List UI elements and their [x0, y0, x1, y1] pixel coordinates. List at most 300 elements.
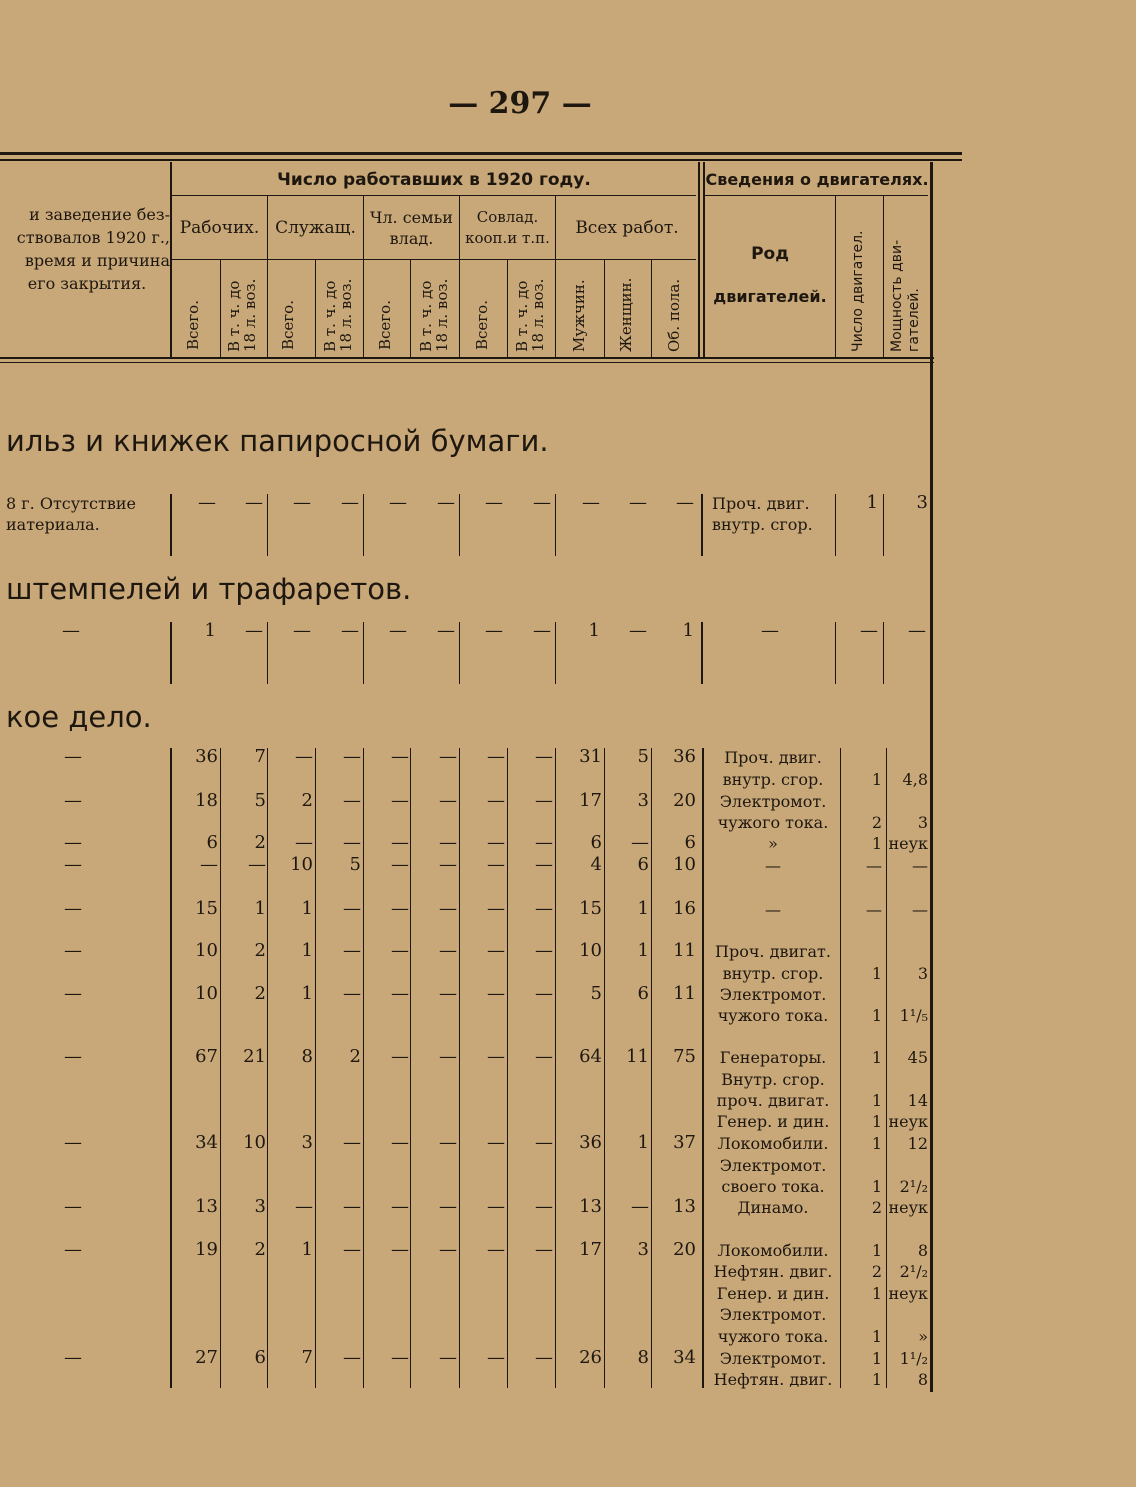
s3-cell-w: 6 [637, 854, 649, 875]
s3-engine-count: 1 [871, 1349, 882, 1368]
s3-cell-c0: — [64, 983, 82, 1004]
s1-dash: — [582, 492, 600, 513]
s3-col-line [507, 748, 508, 1388]
s3-cell-c2: 2 [254, 983, 266, 1004]
s3-engine-power: 8 [917, 1370, 928, 1389]
s3-cell-o: 10 [673, 854, 696, 875]
s3-cell-c4: — [343, 1196, 361, 1217]
s1-col-line [835, 494, 836, 556]
s3-cell-c1: 19 [195, 1239, 218, 1260]
s3-engine-count: — [866, 900, 882, 919]
s3-col-line [315, 748, 316, 1388]
s1-engine-line: Проч. двиг. [712, 494, 810, 513]
s3-cell-w: 1 [637, 898, 649, 919]
group-header-workers: Число работавших в 1920 году. [277, 170, 591, 190]
s3-cell-c4: 5 [349, 854, 361, 875]
s3-engine-power: 8 [917, 1241, 928, 1260]
s3-cell-c7: — [487, 898, 505, 919]
header-moschnost: Мощность дви- гателей. [889, 239, 922, 352]
s3-engine-power: 1¹/₅ [899, 1006, 928, 1025]
s3-cell-c8: — [535, 832, 553, 853]
header-top-rule [0, 152, 962, 155]
s3-col-line [220, 748, 221, 1388]
s3-engine-count: 1 [871, 1370, 882, 1389]
s3-engine-name: — [765, 900, 781, 919]
s3-cell-c4: — [343, 1347, 361, 1368]
s3-cell-m: 6 [590, 832, 602, 853]
header-v-t-ch: В т. ч. до 18 л. воз. [225, 278, 259, 352]
s3-cell-c3: 1 [301, 940, 313, 961]
s3-cell-c2: 6 [254, 1347, 266, 1368]
s3-cell-c3: 3 [301, 1132, 313, 1153]
s3-cell-c1: 15 [195, 898, 218, 919]
s3-cell-w: 6 [637, 983, 649, 1004]
s3-cell-c6: — [439, 940, 457, 961]
s3-col-line [604, 748, 605, 1388]
s3-engine-name: Локомобили. [717, 1241, 829, 1260]
s3-cell-c5: — [391, 1239, 409, 1260]
s3-cell-o: 11 [673, 983, 696, 1004]
s3-engine-name: Проч. двиг. [724, 748, 822, 767]
s3-cell-c8: — [535, 1046, 553, 1067]
s3-cell-w: 5 [637, 746, 649, 767]
s3-cell-c0: — [64, 746, 82, 767]
col-line [835, 196, 836, 358]
s3-engine-name: своего тока. [721, 1177, 825, 1196]
s3-cell-c7: — [487, 1132, 505, 1153]
s3-engine-name: чужого тока. [717, 1006, 829, 1025]
group-rule-workers [172, 195, 696, 196]
s3-engine-count: 2 [871, 813, 882, 832]
s3-col-line [651, 748, 652, 1388]
s3-col-line [702, 748, 704, 1388]
s2-cell: — [629, 620, 647, 641]
s3-cell-w: 3 [637, 1239, 649, 1260]
s3-cell-c8: — [535, 746, 553, 767]
closed-col-line: ствовалов 1920 г., [16, 228, 170, 247]
s3-cell-c2: 2 [254, 1239, 266, 1260]
s3-engine-count: 1 [871, 1134, 882, 1153]
s3-cell-c7: — [487, 983, 505, 1004]
s3-cell-o: 20 [673, 1239, 696, 1260]
header-rabochih: Рабочих. [179, 218, 260, 238]
s3-cell-c3: 1 [301, 898, 313, 919]
s1-col-line [170, 494, 172, 556]
s3-engine-name: Динамо. [737, 1198, 809, 1217]
s3-engine-name: проч. двигат. [716, 1091, 830, 1110]
s3-cell-c3: — [295, 832, 313, 853]
header-vsego: Всего. [279, 300, 297, 350]
s2-cell: — [437, 620, 455, 641]
section-title-3: кое дело. [6, 700, 152, 734]
s3-cell-w: — [631, 832, 649, 853]
s2-col-line [555, 622, 556, 684]
s2-cell: — [485, 620, 503, 641]
s2-cell: 1 [682, 620, 694, 641]
s3-cell-c4: 2 [349, 1046, 361, 1067]
s1-col-line [701, 494, 703, 556]
s3-cell-c5: — [391, 983, 409, 1004]
s1-dash: — [485, 492, 503, 513]
s3-engine-name: Нефтян. двиг. [713, 1370, 833, 1389]
s3-engine-name: Электромот. [719, 792, 827, 811]
s3-cell-c5: — [391, 1347, 409, 1368]
s3-cell-m: 26 [579, 1347, 602, 1368]
s1-reason-line: 8 г. Отсутствие [6, 494, 136, 513]
s3-cell-c1: — [200, 854, 218, 875]
s3-cell-c8: — [535, 898, 553, 919]
s3-engine-count: 1 [871, 834, 882, 853]
s3-cell-c2: 10 [243, 1132, 266, 1153]
s3-cell-w: 8 [637, 1347, 649, 1368]
header-v-t-ch: В т. ч. до 18 л. воз. [321, 278, 355, 352]
s3-cell-c2: 21 [243, 1046, 266, 1067]
s3-cell-c6: — [439, 854, 457, 875]
s3-cell-c6: — [439, 898, 457, 919]
s3-cell-w: 11 [626, 1046, 649, 1067]
s3-engine-power: неук [888, 1112, 928, 1131]
s3-cell-m: 31 [579, 746, 602, 767]
s3-cell-c8: — [535, 1132, 553, 1153]
header-dvigateley: двигателей. [713, 287, 827, 306]
header-zhenschin: Женщин. [617, 277, 635, 352]
header-vsego: Всего. [184, 300, 202, 350]
s3-cell-c1: 67 [195, 1046, 218, 1067]
closed-col-line: и заведение без- [29, 205, 170, 224]
s3-cell-c8: — [535, 790, 553, 811]
s3-cell-c1: 6 [206, 832, 218, 853]
s3-engine-count: 1 [871, 964, 882, 983]
s3-engine-count: 1 [871, 770, 882, 789]
s2-cell: — [62, 620, 80, 641]
s3-col-line [267, 748, 268, 1388]
s1-col-line [459, 494, 460, 556]
s2-row [0, 620, 934, 680]
header-vseh: Всех работ. [575, 218, 679, 238]
s3-col-line [170, 748, 172, 1388]
s3-cell-c6: — [439, 1046, 457, 1067]
s3-engine-power: 1¹/₂ [899, 1349, 928, 1368]
s3-cell-c5: — [391, 854, 409, 875]
s3-cell-w: 3 [637, 790, 649, 811]
header-bottom-rule [0, 357, 934, 359]
s3-cell-c8: — [535, 940, 553, 961]
s3-cell-m: 36 [579, 1132, 602, 1153]
s3-engine-count: 1 [871, 1091, 882, 1110]
s3-cell-c1: 18 [195, 790, 218, 811]
s3-cell-c7: — [487, 854, 505, 875]
s3-col-line [459, 748, 460, 1388]
s3-col-line [840, 748, 841, 1388]
s1-dash: — [245, 492, 263, 513]
s3-cell-m: 10 [579, 940, 602, 961]
s3-cell-o: 6 [684, 832, 696, 853]
s1-col-line [555, 494, 556, 556]
s3-cell-c1: 27 [195, 1347, 218, 1368]
s3-cell-c7: — [487, 940, 505, 961]
s3-cell-c5: — [391, 1196, 409, 1217]
s3-cell-c1: 36 [195, 746, 218, 767]
s3-engine-power: 45 [907, 1048, 928, 1067]
s3-cell-m: 64 [579, 1046, 602, 1067]
s3-engine-count: — [866, 856, 882, 875]
s3-engine-power: неук [888, 834, 928, 853]
s2-col-line [267, 622, 268, 684]
col-line [170, 162, 172, 358]
s3-cell-c5: — [391, 898, 409, 919]
group-header-engines: Сведения о двигателях. [705, 170, 929, 189]
s3-engine-power: неук [888, 1198, 928, 1217]
s3-cell-c6: — [439, 832, 457, 853]
s3-cell-c2: 7 [254, 746, 266, 767]
s3-engine-name: » [768, 834, 778, 853]
s3-engine-name: Внутр. сгор. [721, 1070, 825, 1089]
s3-cell-c0: — [64, 790, 82, 811]
header-v-t-ch: В т. ч. до 18 л. воз. [513, 278, 547, 352]
header-bottom-rule-2 [0, 362, 934, 363]
s3-cell-m: 17 [579, 790, 602, 811]
s3-engine-name: Генераторы. [719, 1048, 827, 1067]
s3-cell-c0: — [64, 1347, 82, 1368]
s1-col-line [267, 494, 268, 556]
s3-cell-o: 20 [673, 790, 696, 811]
s3-cell-o: 37 [673, 1132, 696, 1153]
s3-cell-c0: — [64, 940, 82, 961]
subgroup-rule [172, 259, 696, 260]
s3-cell-o: 34 [673, 1347, 696, 1368]
s3-cell-c4: — [343, 983, 361, 1004]
s3-engine-power: 2¹/₂ [899, 1262, 928, 1281]
s3-engine-name: Электромот. [719, 1305, 827, 1324]
s3-engine-power: 12 [907, 1134, 928, 1153]
s3-cell-o: 75 [673, 1046, 696, 1067]
s3-cell-c2: — [248, 854, 266, 875]
s3-cell-c4: — [343, 1132, 361, 1153]
s3-cell-c6: — [439, 1239, 457, 1260]
s1-dash: — [533, 492, 551, 513]
s3-col-line [410, 748, 411, 1388]
page-number: — 297 — [448, 86, 592, 121]
header-v-t-ch: В т. ч. до 18 л. воз. [417, 278, 451, 352]
s3-engine-power: — [912, 900, 928, 919]
s3-cell-m: 5 [590, 983, 602, 1004]
s3-cell-c5: — [391, 1132, 409, 1153]
s3-cell-w: — [631, 1196, 649, 1217]
s2-cell: — [389, 620, 407, 641]
s3-cell-c5: — [391, 832, 409, 853]
header-chl-semi: Чл. семьи влад. [370, 208, 453, 248]
s3-cell-c3: 1 [301, 983, 313, 1004]
s2-cell: — [245, 620, 263, 641]
group-rule-engines [704, 195, 928, 196]
s1-row [0, 490, 934, 560]
s3-engine-count: 1 [871, 1177, 882, 1196]
s3-cell-c8: — [535, 983, 553, 1004]
s3-cell-c1: 13 [195, 1196, 218, 1217]
header-rod: Род [751, 244, 789, 264]
col-line [883, 196, 884, 358]
s3-cell-c2: 2 [254, 832, 266, 853]
s2-col-line [170, 622, 172, 684]
s3-cell-c8: — [535, 1347, 553, 1368]
s3-cell-c3: 2 [301, 790, 313, 811]
s3-cell-c5: — [391, 790, 409, 811]
s3-cell-m: 15 [579, 898, 602, 919]
s2-col-line [883, 622, 884, 684]
header-muzhchin: Мужчин. [570, 279, 588, 352]
header-vsego: Всего. [473, 300, 491, 350]
s3-cell-c6: — [439, 790, 457, 811]
s3-cell-c3: 1 [301, 1239, 313, 1260]
s3-cell-c0: — [64, 1046, 82, 1067]
s3-cell-c2: 5 [254, 790, 266, 811]
s3-cell-c0: — [64, 832, 82, 853]
s3-engine-power: 4,8 [902, 770, 928, 789]
header-sovlad: Совлад. кооп.и т.п. [465, 208, 550, 247]
s3-cell-o: 36 [673, 746, 696, 767]
header-chislo-dvigatel: Число двигател. [850, 230, 866, 352]
col-line [698, 162, 700, 358]
s3-cell-o: 13 [673, 1196, 696, 1217]
s3-cell-c4: — [343, 1239, 361, 1260]
s2-col-line [459, 622, 460, 684]
s3-engine-name: Проч. двигат. [715, 942, 831, 961]
col-line [315, 259, 316, 358]
s3-engine-name: чужого тока. [717, 1327, 829, 1346]
s1-engine-count: 1 [866, 492, 878, 513]
s3-engine-power: » [918, 1327, 928, 1346]
s3-engine-count: 1 [871, 1241, 882, 1260]
s3-cell-c2: 1 [254, 898, 266, 919]
s1-reason-line: иатериала. [6, 515, 100, 534]
s3-cell-c0: — [64, 1196, 82, 1217]
s3-cell-c3: 10 [290, 854, 313, 875]
s3-cell-c6: — [439, 746, 457, 767]
s3-engine-name: Электромот. [719, 1349, 827, 1368]
s3-cell-c1: 10 [195, 983, 218, 1004]
s1-dash: — [437, 492, 455, 513]
s2-cell: — [761, 620, 779, 641]
s3-engine-name: Нефтян. двиг. [713, 1262, 833, 1281]
s3-cell-c7: — [487, 790, 505, 811]
s3-cell-c5: — [391, 1046, 409, 1067]
s3-cell-c2: 3 [254, 1196, 266, 1217]
header-top-rule-2 [0, 159, 962, 161]
closed-col-line: время и причина [24, 251, 170, 270]
s3-engine-name: Локомобили. [717, 1134, 829, 1153]
s3-cell-c4: — [343, 898, 361, 919]
s3-engine-count: 2 [871, 1262, 882, 1281]
s3-cell-c7: — [487, 1347, 505, 1368]
s3-cell-c3: — [295, 1196, 313, 1217]
s3-cell-c0: — [64, 1239, 82, 1260]
s3-cell-c5: — [391, 746, 409, 767]
s3-engine-name: внутр. сгор. [722, 770, 824, 789]
s1-dash: — [389, 492, 407, 513]
s3-cell-c4: — [343, 790, 361, 811]
s3-cell-c2: 2 [254, 940, 266, 961]
col-line [410, 259, 411, 358]
s3-col-line [555, 748, 556, 1388]
s2-col-line [701, 622, 703, 684]
s1-dash: — [676, 492, 694, 513]
col-line [651, 259, 652, 358]
s3-cell-c3: 8 [301, 1046, 313, 1067]
s3-cell-c4: — [343, 832, 361, 853]
s3-cell-c3: — [295, 746, 313, 767]
s3-cell-c4: — [343, 940, 361, 961]
s2-cell: — [533, 620, 551, 641]
s3-engine-power: 14 [907, 1091, 928, 1110]
s3-engine-name: внутр. сгор. [722, 964, 824, 983]
s3-engine-count: 1 [871, 1112, 882, 1131]
s3-cell-m: 17 [579, 1239, 602, 1260]
s3-cell-c8: — [535, 1239, 553, 1260]
closed-col-header [4, 203, 170, 295]
s3-cell-c5: — [391, 940, 409, 961]
s1-col-line [363, 494, 364, 556]
s3-engine-count: 1 [871, 1048, 882, 1067]
s3-cell-c0: — [64, 854, 82, 875]
s2-cell: 1 [204, 620, 216, 641]
s2-cell: — [341, 620, 359, 641]
s3-cell-c3: 7 [301, 1347, 313, 1368]
s3-engine-power: — [912, 856, 928, 875]
s3-engine-name: чужого тока. [717, 813, 829, 832]
s1-dash: — [198, 492, 216, 513]
closed-col-line: его закрытия. [27, 274, 147, 293]
s3-cell-c7: — [487, 1239, 505, 1260]
s3-cell-c0: — [64, 1132, 82, 1153]
s3-engine-count: 1 [871, 1327, 882, 1346]
s3-engine-power: неук [888, 1284, 928, 1303]
s1-dash: — [341, 492, 359, 513]
s3-cell-c7: — [487, 832, 505, 853]
s3-cell-c8: — [535, 1196, 553, 1217]
s3-cell-o: 11 [673, 940, 696, 961]
s3-engine-name: Электромот. [719, 1156, 827, 1175]
s3-engine-name: Электромот. [719, 985, 827, 1004]
s2-col-line [835, 622, 836, 684]
s3-cell-w: 1 [637, 940, 649, 961]
s3-engine-name: — [765, 856, 781, 875]
s1-dash: — [629, 492, 647, 513]
s1-col-line [883, 494, 884, 556]
s3-cell-m: 4 [590, 854, 602, 875]
s3-cell-m: 13 [579, 1196, 602, 1217]
s3-engine-power: 3 [917, 964, 928, 983]
s3-engine-count: 2 [871, 1198, 882, 1217]
col-line [220, 259, 221, 358]
col-line [604, 259, 605, 358]
s3-engine-count: 1 [871, 1006, 882, 1025]
header-sluzhasch: Служащ. [275, 218, 356, 238]
s2-cell: — [293, 620, 311, 641]
s3-cell-c6: — [439, 1347, 457, 1368]
header-vsego: Всего. [376, 300, 394, 350]
s3-col-line [363, 748, 364, 1388]
s3-cell-c0: — [64, 898, 82, 919]
s3-cell-c1: 10 [195, 940, 218, 961]
right-border [930, 162, 933, 1392]
s3-cell-c7: — [487, 1046, 505, 1067]
s2-cell: — [860, 620, 878, 641]
col-line [507, 259, 508, 358]
s3-cell-c1: 34 [195, 1132, 218, 1153]
s3-cell-c7: — [487, 746, 505, 767]
s3-cell-c6: — [439, 1132, 457, 1153]
s1-engine-line: внутр. сгор. [712, 515, 813, 534]
